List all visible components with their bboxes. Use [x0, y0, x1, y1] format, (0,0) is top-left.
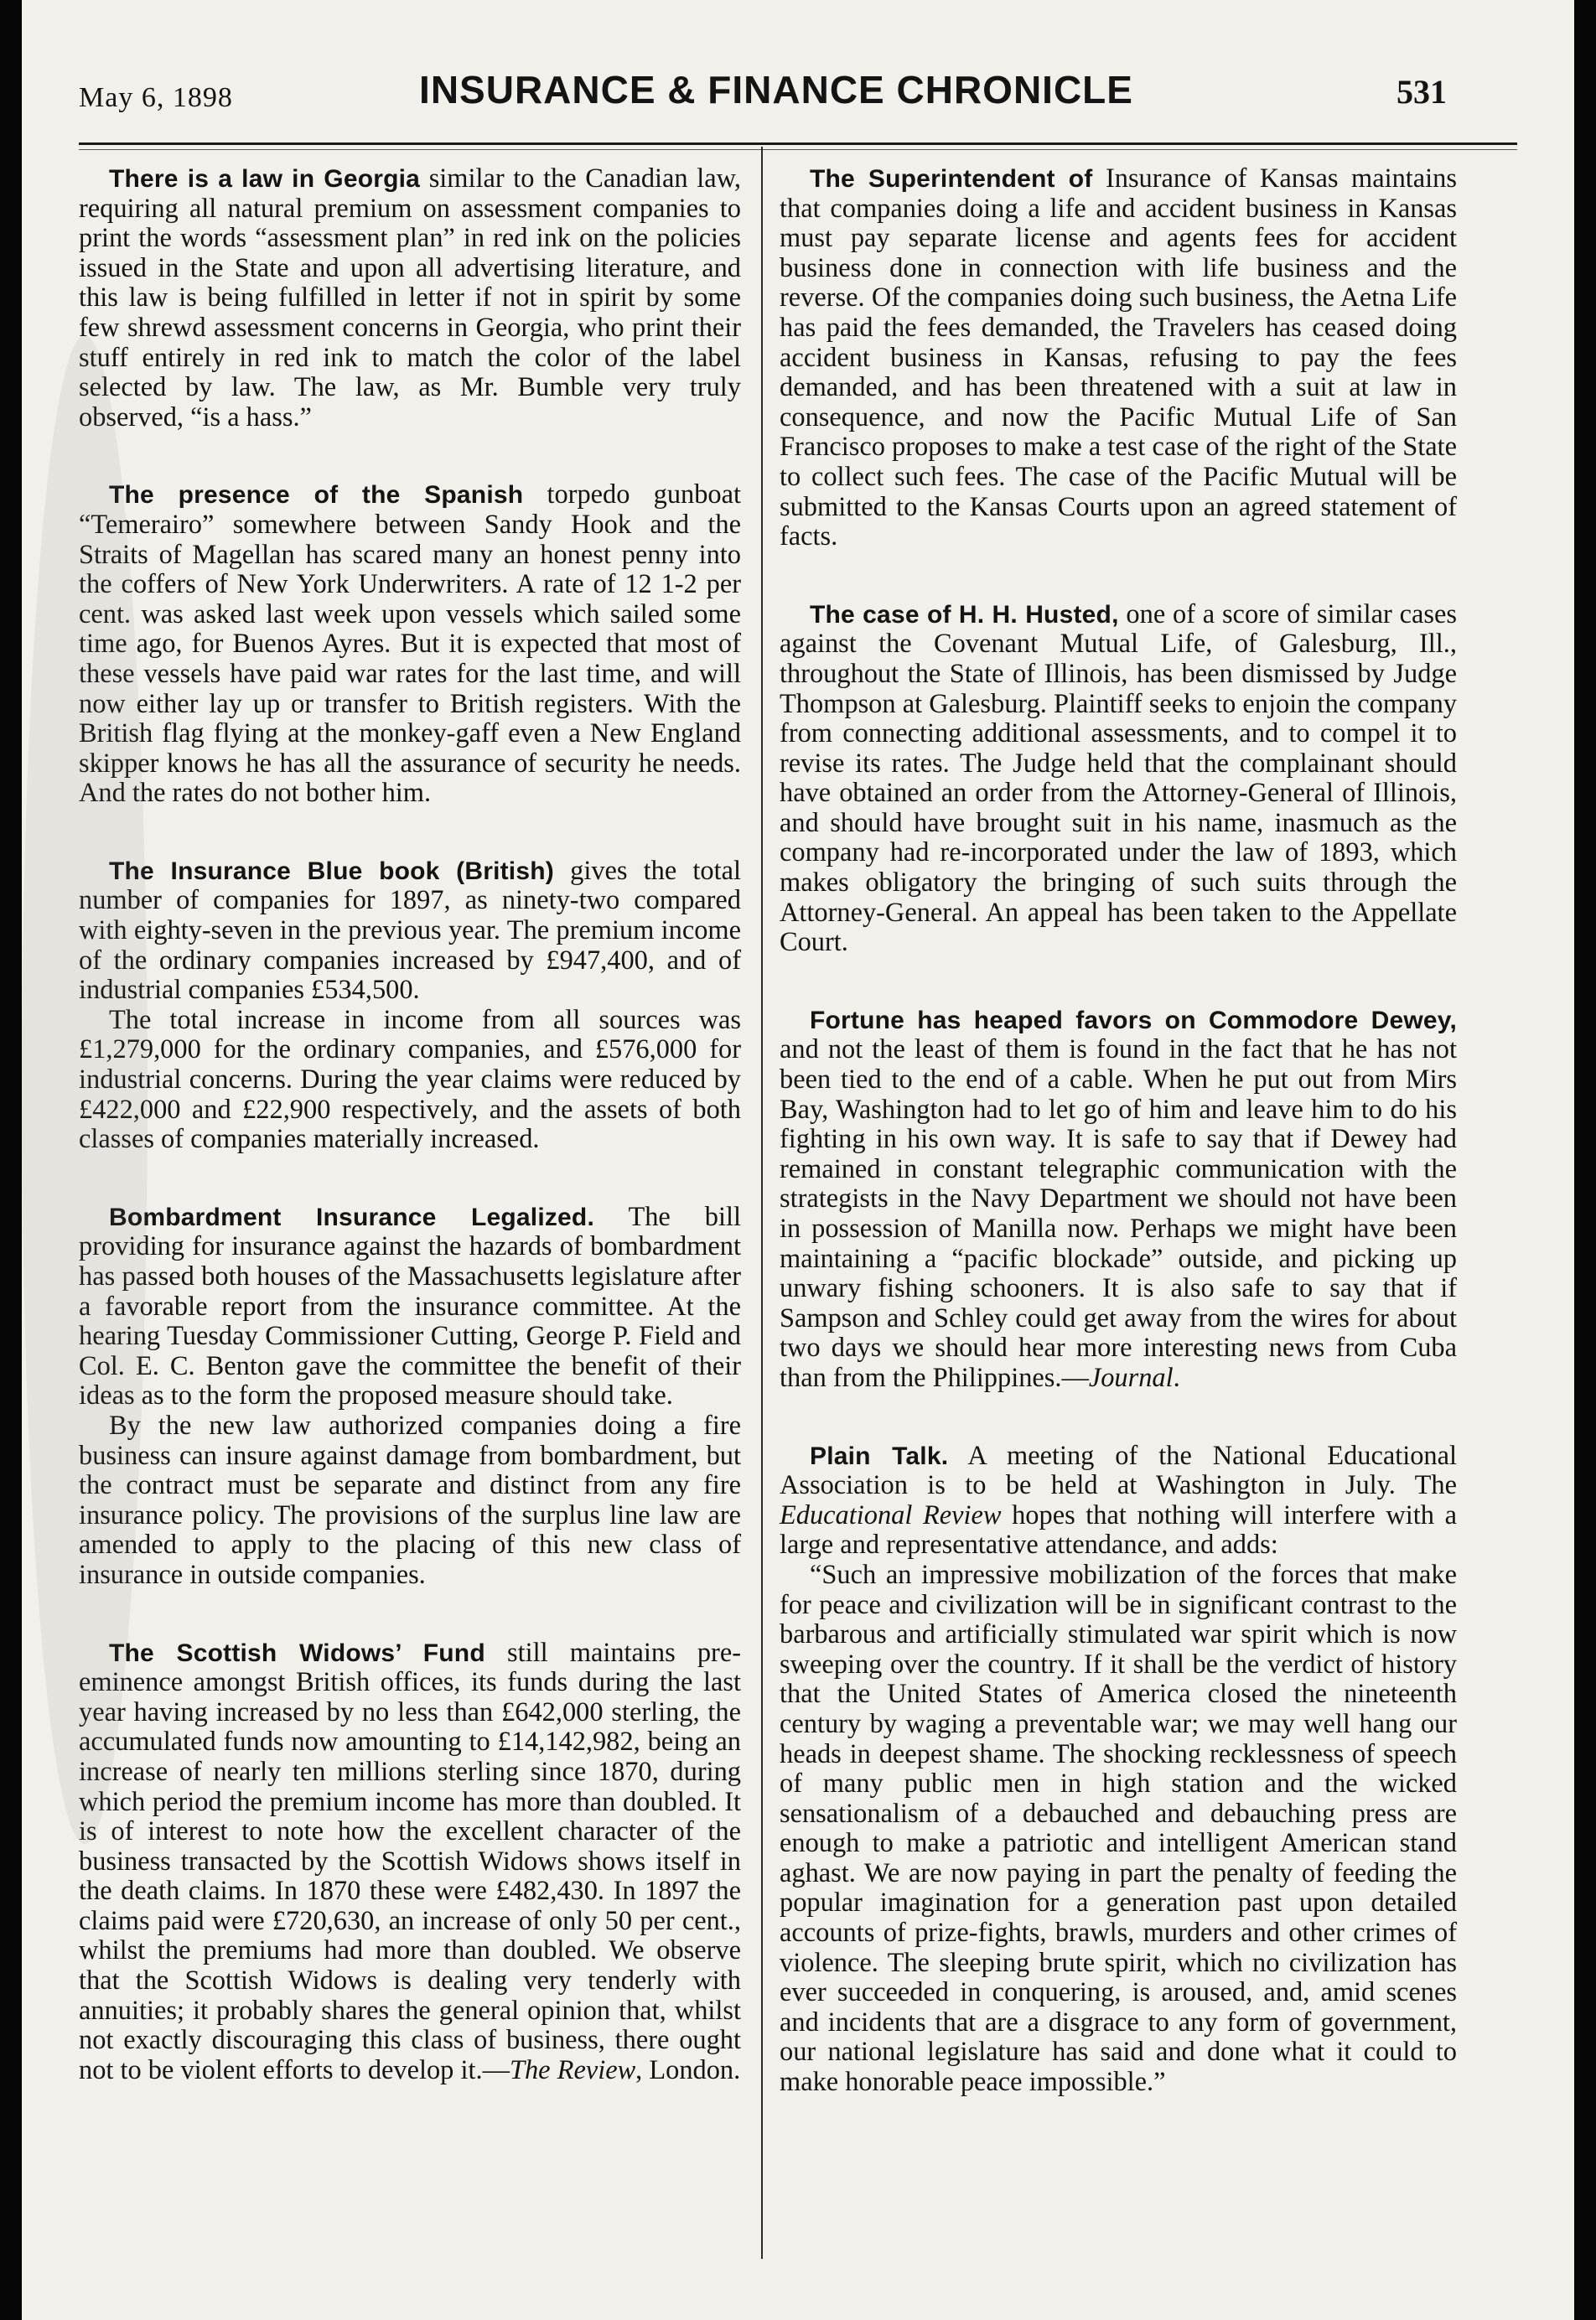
- article-kansas-superintendent: [780, 164, 1457, 552]
- article-spanish-gunboat: [79, 480, 741, 809]
- article-body: The total increase in income from all sources was £1,279,000 for the ordinary companies, and £576,000 for industrial concerns. During the year claims were reduced by £422,000 and £22,900 respectively, and the assets of both classes of companies materially increased.: [79, 1004, 741, 1155]
- quoted-passage: “Such an impressive mobilization of the forces that make for peace and civilization will be in significant contrast to the barbarous and artificially stimulated war spirit which is now sweeping over the country. If it shall be the verdict of history that the United States of America closed the nineteenth century by waging a preventable war; we may well hang our heads in deepest shame. The shocking recklessness of speech of many public men in high station and the wicked sensationalism of a debauched and debauching press are enough to make a patriotic and intelligent American stand aghast. We are now paying in part the penalty of feeding the popular imagination for a generation past upon detailed accounts of prize-fights, brawls, murders and other crimes of violence. The sleeping brute spirit, which no civilization has ever succeeded in conquering, is aroused, and, amid scenes and incidents that are a disgrace to any form of government, our national legislature has said and done what it could to make honorable peace impossible.”: [780, 1559, 1457, 2098]
- article-body: Insurance of Kansas maintains that companies doing a life and accident business in Kansas must pay separate license and agents fees for accident business done in connection with life business and the reverse. Of the companies doing such business, the Aetna Life has paid the fees demanded, the Travelers has ceased doing accident business in Kansas, refusing to pay the fees demanded, and has been threatened with a suit at law in consequence, and now the Pacific Mutual Life of San Francisco proposes to make a test case of the right of the State to collect such fees. The case of the Pacific Mutual will be submitted to the Kansas Courts upon an agreed statement of facts.: [780, 163, 1457, 552]
- right-column: [780, 164, 1457, 2146]
- article-lead: There is a law in Georgia: [109, 165, 421, 193]
- article-body: A meeting of the National Educational Association is to be held at Washington in July. The: [780, 1440, 1457, 1501]
- article-husted-case: [780, 600, 1457, 958]
- article-lead: The Superintendent of: [810, 165, 1093, 193]
- article-blue-book-continued: [79, 1006, 741, 1155]
- article-georgia-law: [79, 164, 741, 432]
- article-body: gives the total number of companies for 1897, as ninety-two compared with eighty-seven in the previous year. The premium income of the ordinary companies increased by £947,400, and of industrial companies £534,500.: [79, 855, 741, 1006]
- article-blue-book: [79, 857, 741, 1006]
- publication-name: Educational Review: [780, 1499, 1002, 1530]
- page-number: 531: [1396, 73, 1447, 111]
- header-rule: [79, 142, 1517, 145]
- article-body: one of a score of similar cases against the Covenant Mutual Life, of Galesburg, Ill., throughout the State of Illinois, has been dismissed by Judge Thompson at Galesburg. Plaintiff seeks to enjoin the company from connecting additional assessments, and to compel it to revise its rates. The Judge held that the complainant should have obtained an order from the Attorney-General of Illinois, and should have brought suit in his name, inasmuch as the company had re-incorporated under the law of 1893, which makes obligatory the bringing of such suits through the Attorney-General. An appeal has been taken to the Appellate Court.: [780, 598, 1457, 958]
- article-source: The Review: [509, 2054, 636, 2085]
- page-header: [22, 0, 1574, 151]
- article-bombardment-continued: [79, 1411, 741, 1591]
- article-body: and not the least of them is found in the fact that he has not been tied to the end of a cable. When he put out from Mirs Bay, Washington had to let go of him and leave him to do his fighting in his own way. It is safe to say that if Dewey had remained in constant telegraphic communication with the strategists in the Navy Department we should not have been in possession of Manilla now. Perhaps we might have been maintaining a “pacific blockade” outside, and picking up unwary fishing schooners. It is also safe to say that if Sampson and Schley could get away from the wires for about two days we should hear more interesting news from Cuba than from the Philippines.—: [780, 1034, 1457, 1393]
- header-rule-thin: [79, 149, 1517, 150]
- article-body: By the new law authorized companies doing a fire business can insure against damage from bombardment, but the contract must be separate and distinct from any fire insurance policy. The provisions of the surplus line law are amended to apply to the placing of this new class of insurance in outside companies.: [79, 1410, 741, 1590]
- article-body: still maintains pre-eminence amongst British offices, its funds during the last year having increased by no less than £642,000 sterling, the accumulated funds now amounting to £14,142,982, being an increase of nearly ten millions sterling since 1870, during which period the premium income has more than doubled. It is of interest to note how the excellent character of the business transacted by the Scottish Widows shows itself in the death claims. In 1870 these were £482,430. In 1897 the claims paid were £720,630, an increase of only 50 per cent., whilst the premiums had more than doubled. We observe that the Scottish Widows is dealing very tenderly with annuities; it probably shares the general opinion that, whilst not exactly discouraging this class of business, there ought not to be violent efforts to develop it.—: [79, 1637, 741, 2085]
- article-lead: The Scottish Widows’ Fund: [109, 1639, 485, 1667]
- issue-date: May 6, 1898: [79, 82, 233, 113]
- article-plain-talk-quote: [780, 1561, 1457, 2098]
- article-lead: Bombardment Insurance Legalized.: [109, 1203, 594, 1231]
- article-commodore-dewey: [780, 1006, 1457, 1394]
- article-tail: , London.: [635, 2054, 741, 2085]
- article-body: hopes that nothing will interfere with a large and representative attendance, and adds:: [780, 1499, 1457, 1561]
- article-source: Journal: [1088, 1362, 1174, 1393]
- column-divider: [761, 147, 763, 2259]
- article-body: torpedo gunboat “Temerairo” somewhere between Sandy Hook and the Straits of Magellan has scared many an honest penny into the coffers of New York Underwriters. A rate of 12 1-2 per cent. was asked last week upon vessels which sailed some time ago, for Buenos Ayres. But it is expected that most of these vessels have paid war rates for the last time, and will now either lay up or transfer to British registers. With the British flag flying at the monkey-gaff even a New England skipper knows he has all the assurance of security he needs. And the rates do not bother him.: [79, 479, 741, 809]
- article-lead: The case of H. H. Husted,: [810, 600, 1119, 629]
- article-bombardment-insurance: [79, 1203, 741, 1411]
- article-body: similar to the Canadian law, requiring all natural premium on assessment companies to print the words “assessment plan” in red ink on the policies issued in the State and upon all advertising literature, and this law is being fulfilled in letter if not in spirit by some few shrewd assessment concerns in Georgia, who print their stuff entirely in red ink to match the color of the label selected by law. The law, as Mr. Bumble very truly observed, “is a hass.”: [79, 163, 741, 432]
- newspaper-page: [22, 0, 1574, 2320]
- article-lead: The Insurance Blue book (British): [109, 857, 554, 885]
- article-scottish-widows: [79, 1639, 741, 2086]
- article-lead: Fortune has heaped favors on Commodore Dewey,: [810, 1006, 1457, 1034]
- article-body: The bill providing for insurance against the hazards of bombardment has passed both houses of the Massachusetts legislature after a favorable report from the insurance committee. At the hearing Tuesday Commissioner Cutting, George P. Field and Col. E. C. Benton gave the committee the benefit of their ideas as to the form the proposed measure should take.: [79, 1201, 741, 1411]
- publication-title: INSURANCE & FINANCE CHRONICLE: [419, 68, 1133, 111]
- left-column: [79, 164, 741, 2133]
- article-lead: The presence of the Spanish: [109, 481, 524, 510]
- article-lead: Plain Talk.: [810, 1442, 949, 1470]
- article-plain-talk: [780, 1442, 1457, 1561]
- article-tail: .: [1173, 1362, 1180, 1393]
